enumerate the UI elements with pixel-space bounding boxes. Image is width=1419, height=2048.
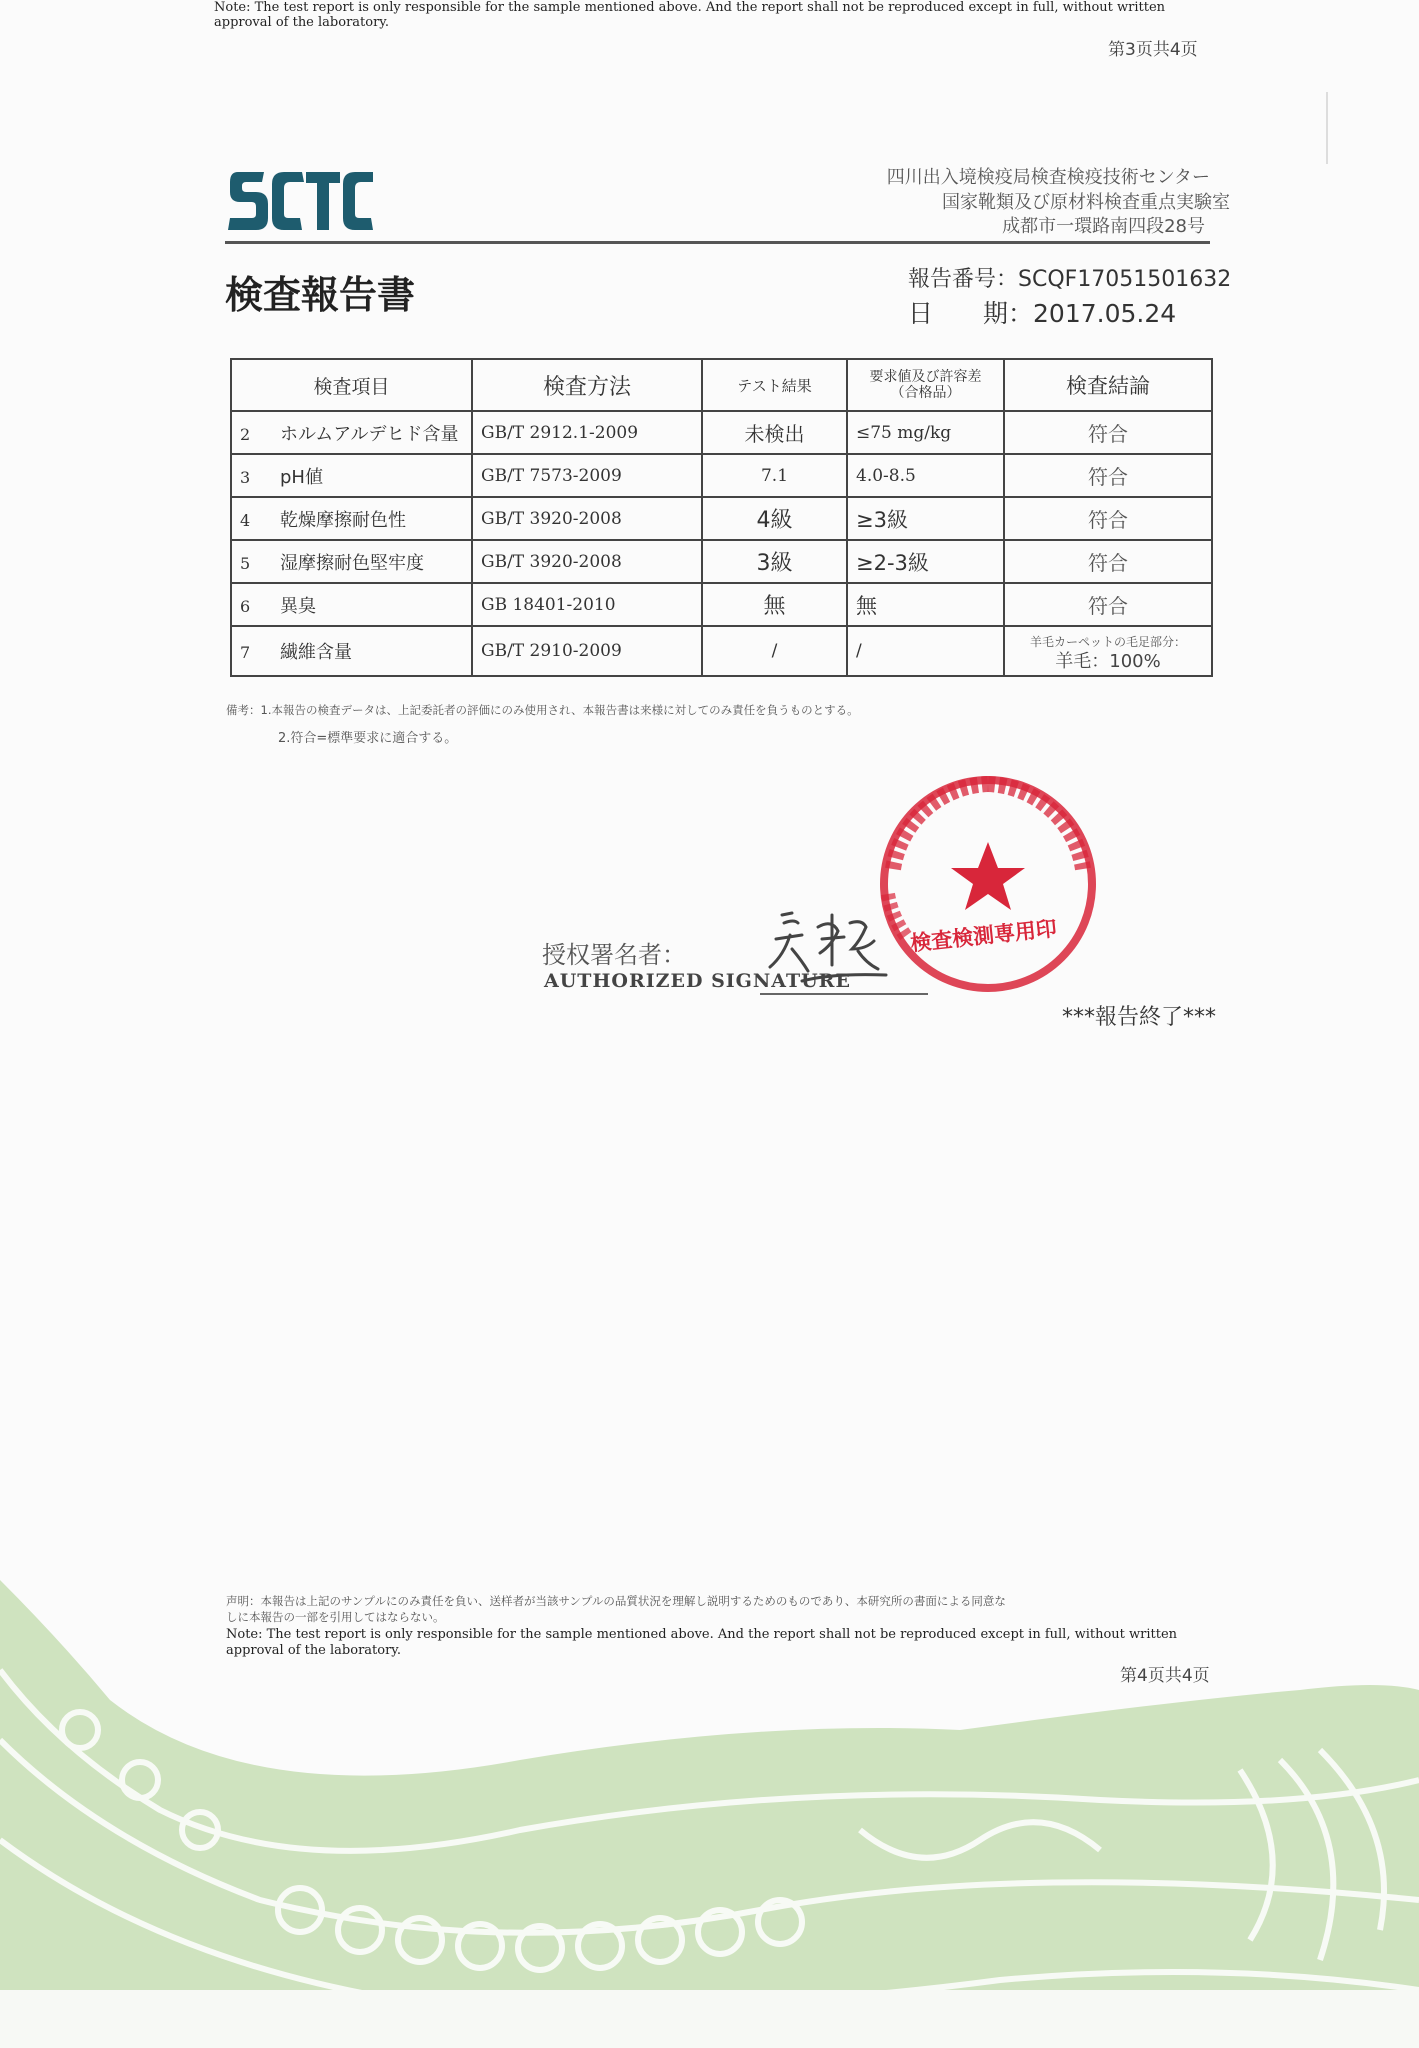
result-cell: 無: [702, 583, 847, 626]
header-rule: [225, 241, 1210, 244]
signature-label-en: AUTHORIZED SIGNATURE: [544, 970, 851, 992]
report-date-value: 2017.05.24: [1033, 299, 1177, 328]
sctc-logo-icon: [228, 170, 373, 232]
stamp-text: 検査検測専用印: [909, 916, 1058, 956]
method-cell: GB/T 2912.1-2009: [472, 411, 702, 454]
item-name: 乾燥摩擦耐色性: [280, 509, 406, 531]
result-cell: 4級: [702, 497, 847, 540]
header-method: 検査方法: [472, 359, 702, 411]
table-row: [231, 540, 1212, 583]
report-number-label: 報告番号：: [908, 267, 1019, 292]
row-number: 2: [240, 424, 251, 444]
item-cell: [231, 583, 472, 626]
result-cell: 未検出: [702, 411, 847, 454]
conclusion-cell: 符合: [1004, 583, 1212, 626]
report-title: 検査報告書: [225, 273, 416, 317]
result-cell: 7.1: [702, 454, 847, 497]
report-end: ***報告終了***: [1062, 1005, 1217, 1030]
top-page-number: 第3页共4页: [1108, 40, 1198, 60]
footer-statement-1: 声明：本報告は上記のサンプルにのみ責任を負い、送样者が当該サンプルの品質状況を理解し説明するためのものであり、本研究所の書面による同意な: [226, 1594, 1006, 1608]
conclusion-cell: 符合: [1004, 454, 1212, 497]
item-name: 繊維含量: [280, 642, 352, 663]
requirement-cell: ≥2-3級: [847, 540, 1004, 583]
fiber-content-value: 羊毛：100%: [1055, 651, 1161, 672]
row-number: 6: [240, 596, 251, 616]
handwritten-signature: [762, 905, 892, 994]
item-cell: [231, 540, 472, 583]
item-name: 異臭: [280, 595, 316, 617]
sctc-logo: [228, 170, 373, 236]
header-item: 検査項目: [231, 359, 472, 411]
report-number-value: SCQF17051501632: [1018, 267, 1232, 292]
requirement-cell: /: [847, 626, 1004, 676]
page-edge: [1326, 92, 1328, 164]
item-cell: [231, 626, 472, 676]
requirement-cell: ≤75 mg/kg: [847, 411, 1004, 454]
official-stamp: [868, 764, 1108, 1004]
fiber-part-label: 羊毛カーペットの毛足部分：: [1029, 635, 1186, 649]
signature-label: 授权署名者：: [542, 941, 686, 969]
item-name: ホルムアルデヒド含量: [280, 423, 459, 445]
row-number: 7: [240, 643, 251, 662]
conclusion-cell: 符合: [1004, 540, 1212, 583]
results-table: [230, 358, 1213, 677]
row-number: 4: [240, 510, 251, 530]
footer-note: Note: The test report is only responsible for the sample mentioned above. And the report shall not be reproduced except in full, without written approval of the laboratory.: [226, 1627, 1178, 1658]
remark-line-1: 備考：1.本報告の検査データは、上記委託者の評価にのみ使用され、本報告書は来様に対してのみ責任を負うものとする。: [226, 703, 859, 717]
header-requirement-label: 要求値及び許容差（合格品）: [869, 369, 982, 401]
stamp-seal-icon: [868, 764, 1108, 1004]
requirement-cell: ≥3級: [847, 497, 1004, 540]
table-row: [231, 626, 1212, 676]
table-header-row: [231, 359, 1212, 411]
report-number: [908, 262, 1231, 293]
header-conclusion: 検査結論: [1004, 359, 1212, 411]
result-cell: /: [702, 626, 847, 676]
item-cell: [231, 454, 472, 497]
footer-statement-2: しに本報告の一部を引用してはならない。: [226, 1610, 445, 1624]
table-row: [231, 497, 1212, 540]
org-name: 四川出入境検疫局検査検疫技術センター: [886, 167, 1210, 188]
lab-name: 国家靴類及び原材料検査重点実験室: [942, 192, 1230, 213]
method-cell: GB/T 3920-2008: [472, 540, 702, 583]
item-name: 湿摩擦耐色堅牢度: [280, 552, 424, 574]
report-date-label: 日 期：: [908, 299, 1034, 328]
item-name: pH値: [280, 466, 323, 488]
header-result: テスト結果: [702, 359, 847, 411]
result-cell: 3級: [702, 540, 847, 583]
requirement-cell: 4.0-8.5: [847, 454, 1004, 497]
table-row: [231, 583, 1212, 626]
footer-page-number: 第4页共4页: [1120, 1666, 1210, 1686]
row-number: 5: [240, 553, 251, 573]
method-cell: GB/T 7573-2009: [472, 454, 702, 497]
header-requirement: [847, 359, 1004, 411]
item-cell: [231, 497, 472, 540]
table-row: [231, 411, 1212, 454]
table-row: [231, 454, 1212, 497]
row-number: 3: [240, 467, 251, 487]
method-cell: GB/T 2910-2009: [472, 626, 702, 676]
signature-scribble-icon: [762, 905, 892, 990]
requirement-cell: 無: [847, 583, 1004, 626]
conclusion-cell: 符合: [1004, 411, 1212, 454]
org-address: 成都市一環路南四段28号: [1002, 216, 1205, 237]
method-cell: GB 18401-2010: [472, 583, 702, 626]
conclusion-cell: [1004, 626, 1212, 676]
top-note: Note: The test report is only responsible for the sample mentioned above. And the report shall not be reproduced except in full, without written approval of the laboratory.: [214, 0, 1166, 30]
conclusion-cell: 符合: [1004, 497, 1212, 540]
item-cell: [231, 411, 472, 454]
remark-line-2: 2.符合=標準要求に適合する。: [278, 731, 458, 746]
report-date: [908, 294, 1176, 330]
method-cell: GB/T 3920-2008: [472, 497, 702, 540]
